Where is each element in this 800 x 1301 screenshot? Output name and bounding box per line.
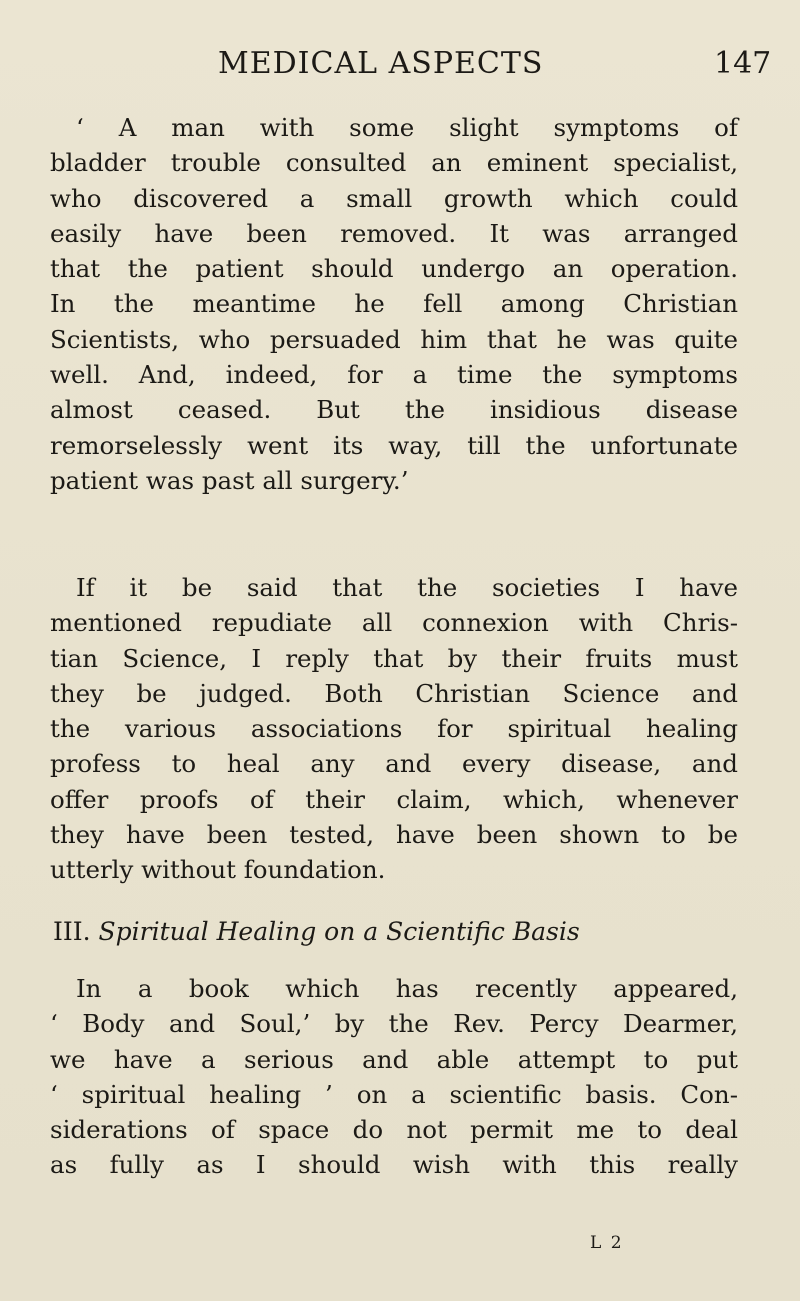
text-line: utterly without foundation. <box>50 855 386 885</box>
text-line: In the meantime he fell among Christian <box>50 289 738 319</box>
running-title: MEDICAL ASPECTS <box>218 46 544 81</box>
paragraph-quotation <box>50 110 738 498</box>
text-line: If it be said that the societies I have <box>76 573 738 602</box>
text-line: they be judged. Both Christian Science and <box>50 678 738 708</box>
text-line: the various associations for spiritual healing <box>50 714 738 744</box>
text-line: they have been tested, have been shown to be <box>50 820 738 850</box>
signature-mark: L 2 <box>590 1233 624 1253</box>
paragraph-body-and-soul <box>50 971 738 1183</box>
text-line: almost ceased. But the insidious disease <box>50 395 738 425</box>
text-line: siderations of space do not permit me to deal <box>50 1115 738 1145</box>
paragraph-christian-science <box>50 570 738 888</box>
text-line: well. And, indeed, for a time the symptoms <box>50 360 738 390</box>
text-line: tian Science, I reply that by their fruits must <box>50 643 738 673</box>
text-line: that the patient should undergo an operation. <box>50 254 738 284</box>
text-line: mentioned repudiate all connexion with Chris- <box>50 608 738 638</box>
text-line: ‘ spiritual healing ’ on a scientific basis. Con- <box>50 1079 738 1109</box>
text-line: bladder trouble consulted an eminent specialist, <box>50 148 738 178</box>
section-heading <box>53 914 580 950</box>
running-head <box>0 44 800 84</box>
text-line: we have a serious and able attempt to put <box>50 1044 738 1074</box>
text-line: patient was past all surgery.’ <box>50 465 409 495</box>
text-line: as fully as I should wish with this really <box>50 1150 738 1180</box>
text-line: offer proofs of their claim, which, whenever <box>50 784 738 814</box>
page-number: 147 <box>714 46 772 81</box>
text-line: easily have been removed. It was arranged <box>50 218 738 248</box>
section-title: Spiritual Healing on a Scientific Basis <box>98 917 580 946</box>
text-line: In a book which has recently appeared, <box>76 974 738 1003</box>
section-number: III. <box>53 917 91 946</box>
text-line: ‘ Body and Soul,’ by the Rev. Percy Dearmer, <box>50 1009 738 1039</box>
text-line: profess to heal any and every disease, and <box>50 749 738 779</box>
text-line: ‘ A man with some slight symptoms of <box>76 113 738 142</box>
text-line: who discovered a small growth which could <box>50 183 738 213</box>
text-line: remorselessly went its way, till the unfortunate <box>50 430 738 460</box>
text-line: Scientists, who persuaded him that he was quite <box>50 324 738 354</box>
